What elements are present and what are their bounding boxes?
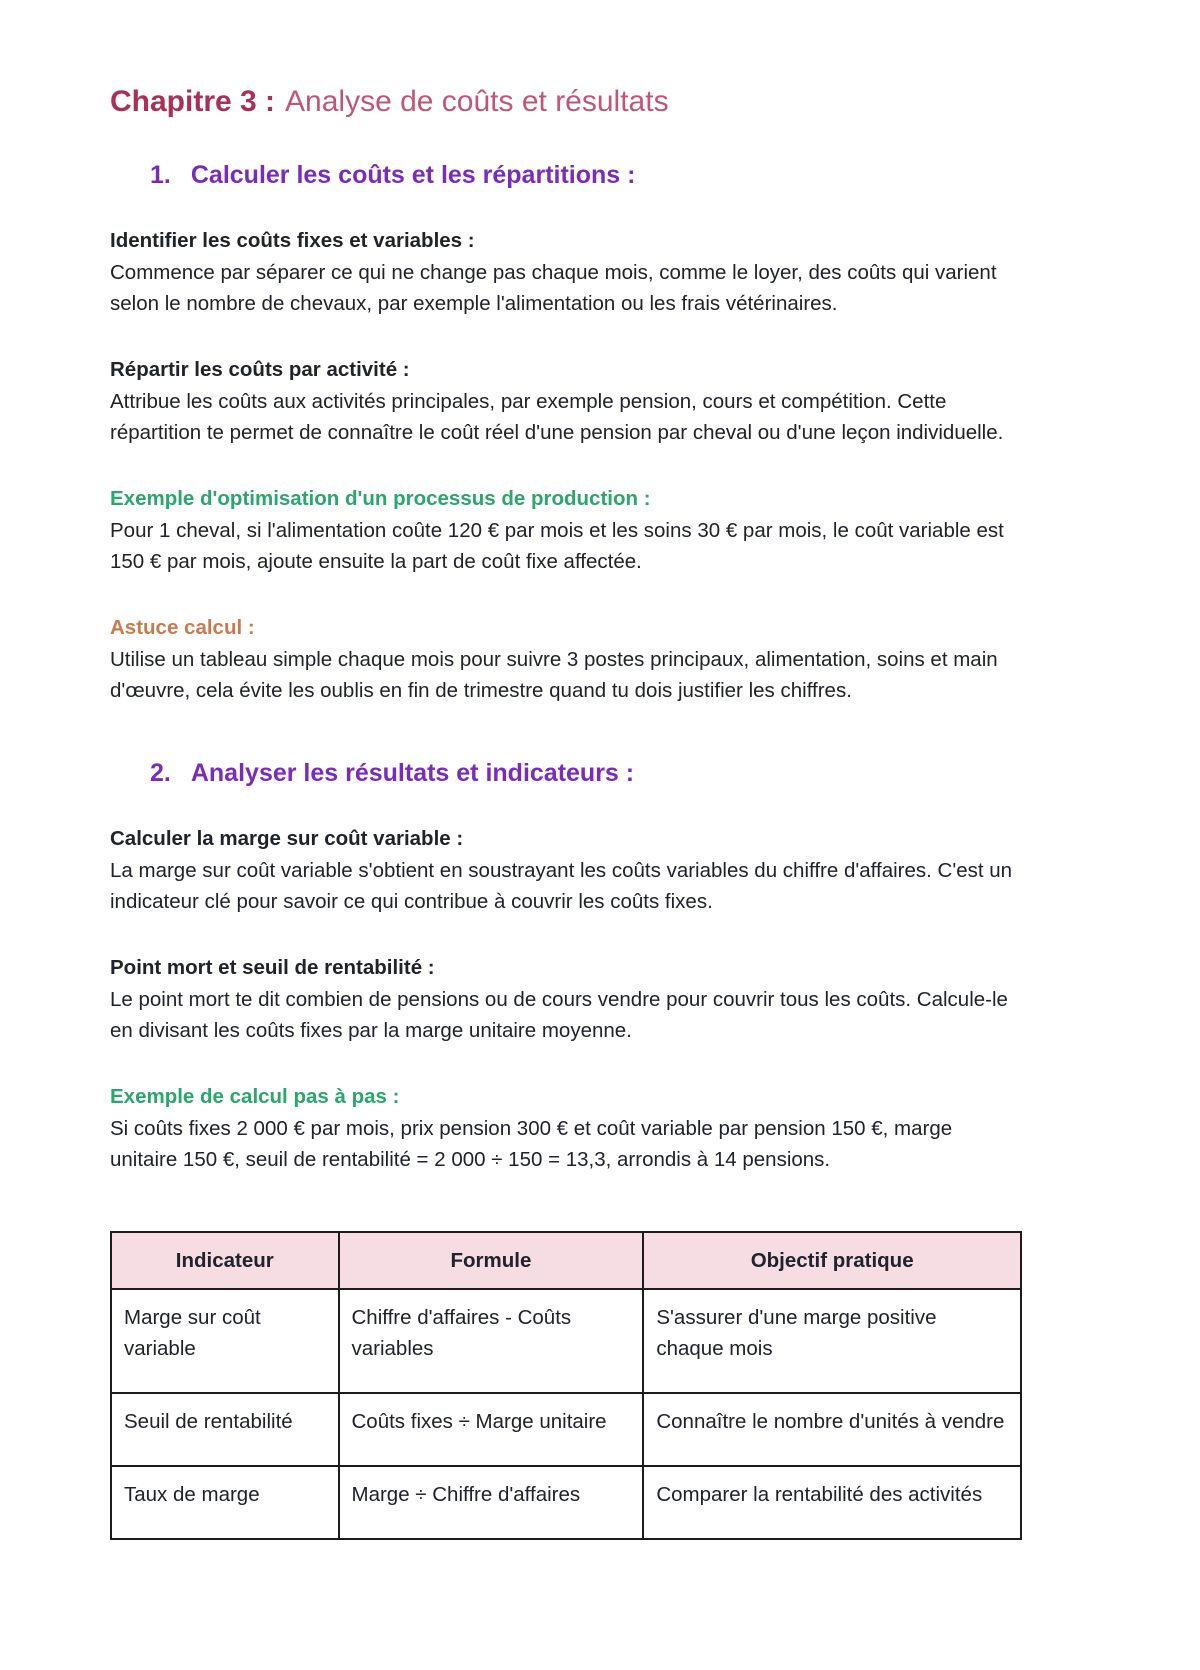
- block-paragraph: Pour 1 cheval, si l'alimentation coûte 120 € par mois et les soins 30 € par mois, le coût variable est 150 € par mois, ajoute ensuite la part de coût fixe affectée.: [110, 519, 1004, 573]
- section-heading-2: [150, 758, 1020, 788]
- table-cell: Taux de marge: [111, 1466, 339, 1539]
- content-block: [110, 953, 1020, 1046]
- block-paragraph: Utilise un tableau simple chaque mois pour suivre 3 postes principaux, alimentation, soins et main d'œuvre, cela évite les oublis en fin de trimestre quand tu dois justifier les chiffres.: [110, 648, 998, 702]
- table-header-indicateur: Indicateur: [111, 1232, 339, 1289]
- table-cell: Marge sur coût variable: [111, 1289, 339, 1393]
- table-cell: Connaître le nombre d'unités à vendre: [643, 1393, 1021, 1466]
- block-paragraph: Si coûts fixes 2 000 € par mois, prix pension 300 € et coût variable par pension 150 €, marge unitaire 150 €, seuil de rentabilité = 2 000 ÷ 150 = 13,3, arrondis à 14 pensions.: [110, 1117, 953, 1171]
- chapter-title-text: Analyse de coûts et résultats: [285, 85, 669, 118]
- section-heading-1: [150, 160, 1020, 190]
- block-heading: Point mort et seuil de rentabilité :: [110, 956, 435, 979]
- table-header-objectif: Objectif pratique: [643, 1232, 1021, 1289]
- block-heading: Identifier les coûts fixes et variables :: [110, 229, 475, 252]
- block-heading-example: Exemple de calcul pas à pas :: [110, 1085, 400, 1108]
- block-paragraph: Attribue les coûts aux activités principales, par exemple pension, cours et compétition. Cette répartition te permet de connaître le coût réel d'une pension par cheval ou d'une leçon individuelle.: [110, 390, 1004, 444]
- table-cell: Chiffre d'affaires - Coûts variables: [339, 1289, 644, 1393]
- content-block: [110, 824, 1020, 917]
- indicators-table: [110, 1231, 1022, 1540]
- table-cell: Seuil de rentabilité: [111, 1393, 339, 1466]
- section-title: Calculer les coûts et les répartitions :: [190, 161, 636, 189]
- table-row: [111, 1393, 1021, 1466]
- page-title: [110, 84, 1020, 120]
- block-paragraph: Commence par séparer ce qui ne change pas chaque mois, comme le loyer, des coûts qui varient selon le nombre de chevaux, par exemple l'alimentation ou les frais vétérinaires.: [110, 261, 997, 315]
- content-block: [110, 355, 1020, 448]
- table-header-row: [111, 1232, 1021, 1289]
- table-cell: Marge ÷ Chiffre d'affaires: [339, 1466, 644, 1539]
- table-header-formule: Formule: [339, 1232, 644, 1289]
- block-heading: Répartir les coûts par activité :: [110, 358, 410, 381]
- content-block: [110, 484, 1020, 577]
- content-block: [110, 226, 1020, 319]
- block-heading-tip: Astuce calcul :: [110, 616, 255, 639]
- content-block: [110, 1082, 1020, 1175]
- chapter-label: Chapitre 3 :: [110, 85, 276, 118]
- table-row: [111, 1289, 1021, 1393]
- section-number: 1.: [150, 161, 171, 189]
- table-cell: Comparer la rentabilité des activités: [643, 1466, 1021, 1539]
- content-block: [110, 613, 1020, 706]
- section-number: 2.: [150, 759, 171, 787]
- table-cell: S'assurer d'une marge positive chaque mois: [643, 1289, 1021, 1393]
- block-paragraph: Le point mort te dit combien de pensions ou de cours vendre pour couvrir tous les coûts. Calcule-le en divisant les coûts fixes par la marge unitaire moyenne.: [110, 988, 1008, 1042]
- table-row: [111, 1466, 1021, 1539]
- section-title: Analyser les résultats et indicateurs :: [190, 759, 635, 787]
- table-cell: Coûts fixes ÷ Marge unitaire: [339, 1393, 644, 1466]
- block-paragraph: La marge sur coût variable s'obtient en soustrayant les coûts variables du chiffre d'affaires. C'est un indicateur clé pour savoir ce qui contribue à couvrir les coûts fixes.: [110, 859, 1013, 913]
- block-heading: Calculer la marge sur coût variable :: [110, 827, 464, 850]
- block-heading-example: Exemple d'optimisation d'un processus de production :: [110, 487, 651, 510]
